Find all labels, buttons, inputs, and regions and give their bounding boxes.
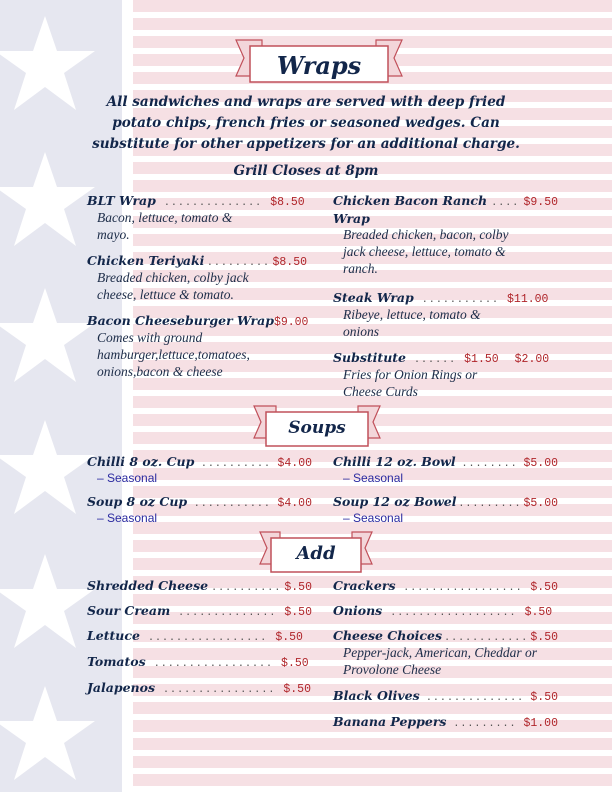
menu-item — [87, 603, 312, 619]
intro-text: All sandwiches and wraps are served with deep fried potato chips, french fries or seasoned wedges. Can substitute for other appetizers for an additional charge. — [92, 94, 520, 152]
item-description: Fries for Onion Rings or Cheese Curds — [343, 367, 478, 399]
menu-item — [333, 714, 558, 730]
item-price: $.50 — [283, 683, 311, 696]
menu-item — [87, 454, 312, 486]
menu-item — [87, 628, 312, 644]
menu-item — [333, 350, 558, 400]
add-title: Add — [296, 543, 336, 564]
leader-dots: ......... — [206, 257, 271, 268]
leader-dots: .............. — [178, 607, 277, 618]
add-banner — [258, 530, 374, 574]
item-description: Pepper-jack, American, Cheddar or Provolone Cheese — [343, 645, 538, 677]
leader-dots: ...... — [414, 354, 457, 365]
item-name: Chilli 8 oz. Cup — [87, 454, 195, 469]
item-name: Black Olives — [333, 688, 420, 703]
item-name: Soup 12 oz Bowel — [333, 494, 457, 509]
item-name: Chicken Bacon Ranch — [333, 193, 488, 208]
seasonal-note: – Seasonal — [97, 511, 158, 525]
item-description: Comes with ground hamburger,lettuce,tomatoes, onions,bacon & cheese — [97, 330, 250, 379]
item-name: Onions — [333, 603, 383, 618]
item-price: $.50 — [524, 606, 553, 619]
item-price: $.50 — [275, 631, 303, 644]
menu-item — [87, 578, 312, 594]
leader-dots: ........... — [421, 294, 500, 305]
item-price: $4.00 — [277, 457, 312, 470]
leader-dots: ......... — [458, 498, 522, 509]
item-name: Tomatos — [87, 654, 146, 669]
item-description: Breaded chicken, colby jack cheese, lettuce & tomato. — [97, 270, 249, 302]
seasonal-note: – Seasonal — [343, 471, 404, 485]
menu-item — [333, 290, 558, 340]
menu-item — [87, 253, 307, 303]
menu-item — [333, 193, 558, 277]
leader-dots: .... — [491, 197, 520, 208]
item-price: $11.00 — [507, 293, 549, 306]
menu-item — [87, 680, 312, 696]
item-price: $5.00 — [523, 497, 558, 510]
item-price: $8.50 — [270, 196, 305, 209]
item-price: $1.50 — [464, 353, 499, 366]
item-price: $.50 — [530, 691, 558, 704]
item-price-alt: $2.00 — [514, 353, 550, 366]
menu-item — [87, 654, 312, 670]
item-name: Chilli 12 oz. Bowl — [333, 454, 456, 469]
item-price: $8.50 — [272, 256, 307, 269]
leader-dots: .............. — [425, 692, 525, 703]
item-name: Crackers — [333, 578, 396, 593]
item-description: Breaded chicken, bacon, colby jack cheese, lettuce, tomato & ranch. — [343, 227, 509, 276]
item-price: $1.00 — [523, 717, 558, 730]
item-name-continued: Wrap — [333, 211, 370, 226]
item-name: Shredded Cheese — [87, 578, 209, 593]
item-description: Ribeye, lettuce, tomato & onions — [343, 307, 481, 339]
item-name: Sour Cream — [87, 603, 171, 618]
item-price: $.50 — [284, 581, 312, 594]
item-price: $4.00 — [277, 497, 312, 510]
item-price: $.50 — [284, 606, 312, 619]
item-name: Substitute — [333, 350, 407, 365]
item-name: Lettuce — [87, 628, 140, 643]
leader-dots: .............. — [163, 197, 263, 208]
leader-dots: ................ — [163, 684, 276, 695]
item-name: Chicken Teriyaki — [87, 253, 205, 268]
item-price: $.50 — [281, 657, 309, 670]
item-name: Soup 8 oz Cup — [87, 494, 188, 509]
leader-dots: .......... — [200, 458, 272, 469]
item-price: $5.00 — [523, 457, 558, 470]
menu-item — [333, 628, 558, 678]
wraps-title: Wraps — [276, 51, 362, 80]
item-name: BLT Wrap — [87, 193, 156, 208]
item-description: Bacon, lettuce, tomato & mayo. — [97, 210, 233, 242]
seasonal-note: – Seasonal — [97, 471, 158, 485]
menu-item — [333, 494, 558, 526]
menu-item — [333, 578, 558, 594]
menu-item — [87, 494, 312, 526]
menu-item — [87, 193, 307, 243]
item-name: Bacon Cheeseburger Wrap — [87, 313, 274, 328]
leader-dots: ................. — [403, 582, 523, 593]
menu-item — [333, 603, 558, 619]
item-name: Steak Wrap — [333, 290, 414, 305]
item-price: $9.50 — [523, 196, 558, 209]
leader-dots: .................. — [390, 607, 517, 618]
soups-title: Soups — [288, 418, 346, 438]
item-price: $.50 — [530, 631, 558, 644]
leader-dots: ................. — [153, 658, 274, 669]
grill-notice: Grill Closes at 8pm — [233, 163, 379, 179]
item-price: $.50 — [530, 581, 558, 594]
menu-item — [333, 688, 558, 704]
leader-dots: ........... — [193, 498, 271, 509]
item-name: Cheese Choices — [333, 628, 443, 643]
item-price: $9.00 — [273, 316, 309, 329]
soups-banner — [252, 404, 382, 448]
menu-item — [87, 313, 307, 380]
item-name: Jalapenos — [87, 680, 156, 695]
leader-dots: .......... — [211, 582, 282, 593]
seasonal-note: – Seasonal — [343, 511, 404, 525]
menu-item — [333, 454, 558, 486]
leader-dots: ................. — [147, 632, 268, 643]
item-name: Banana Peppers — [333, 714, 447, 729]
leader-dots: ........ — [461, 458, 518, 469]
leader-dots: ............ — [444, 632, 529, 643]
wraps-banner — [234, 38, 404, 84]
leader-dots: ......... — [453, 718, 517, 729]
